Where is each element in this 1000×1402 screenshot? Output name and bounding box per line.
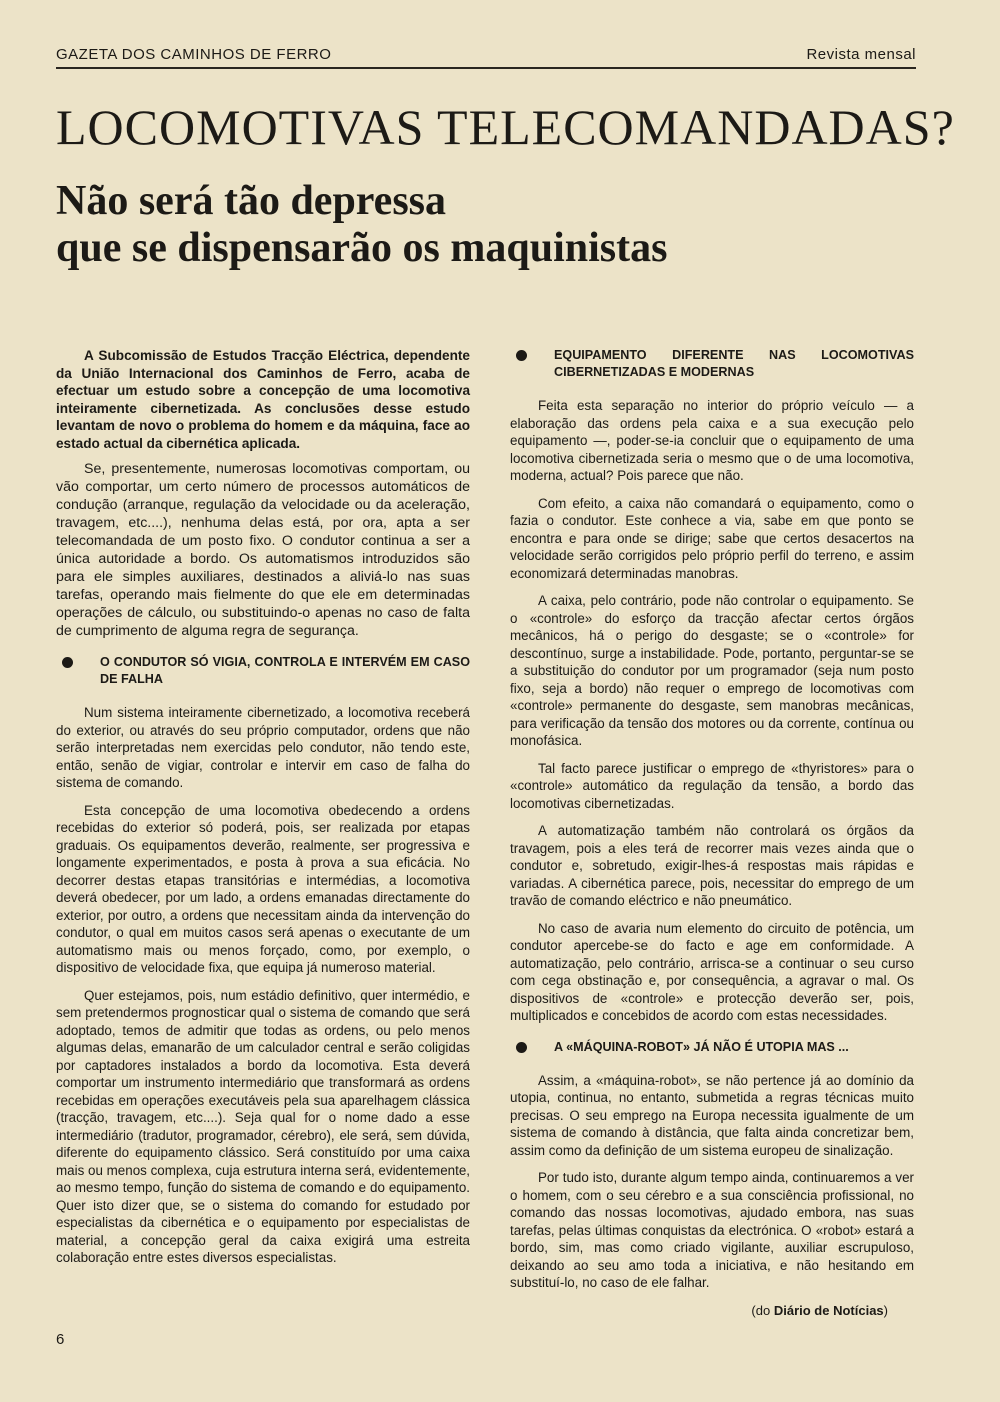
body-paragraph: A caixa, pelo contrário, pode não controlar o equipamento. Se o «controle» do esforço da tracção afectar certos órgãos mecânicos, há o perigo do desgaste; se o «controle» for descontínuo, surge a instabilidade. Pode, portanto, perguntar-se se a substituição do condutor por um programador (seja num posto fixo, seja a bordo) não requer o emprego de locomotivas com «controle» permanente do desgaste, sem manobras mecânicas, para verificação da tensão dos motores ou da corrente, contínua ou monofásica. (510, 593, 914, 748)
article-subtitle (56, 178, 916, 272)
body-paragraph: Tal facto parece justificar o emprego de «thyristores» para o «controle» automático da regulação da tensão, a bordo das locomotivas cibernetizadas. (510, 760, 914, 811)
section-heading-equipamento (510, 347, 914, 381)
credit-suffix: ) (883, 1302, 888, 1318)
lead-paragraph: A Subcomissão de Estudos Tracção Eléctrica, dependente da União Internacional dos Caminhos de Ferro, acaba de efectuar um estudo sobre a concepção de uma locomotiva inteiramente cibernetizada. As conclusões desse estudo levantam de novo o problema do homem e da máquina, face ao estado actual da cibernética aplicada. (56, 348, 470, 451)
section-heading-text: O CONDUTOR SÓ VIGIA, CONTROLA E INTERVÉM EM CASO DE FALHA (100, 655, 470, 686)
body-paragraph: A automatização também não controlará os órgãos da travagem, pois a eles terá de recorrer mais vezes ainda que o condutor e, sobretudo, exigir-lhes-á respostas mais rápidas e variadas. A cibernética parece, pois, necessitar do emprego de um travão de comando eléctrico e não pneumático. (510, 823, 914, 908)
article-title: LOCOMOTIVAS TELECOMANDADAS? (56, 99, 955, 155)
credit-prefix: (do (751, 1302, 771, 1318)
publication-name: GAZETA DOS CAMINHOS DE FERRO (56, 46, 332, 63)
subtitle-line-2: que se dispensarão os maquinistas (56, 225, 668, 271)
source-credit (510, 1302, 914, 1320)
bullet-icon (62, 657, 73, 668)
body-paragraph: Feita esta separação no interior do próprio veículo — a elaboração das ordens pela caixa e a sua execução pelo equipamento —, poder-se-ia concluir que o equipamento de uma locomotiva cibernetizada seria o mesmo que o de uma locomotiva, moderna, actual? Pois parece que não. (510, 398, 914, 483)
page-number: 6 (56, 1331, 65, 1348)
section-heading-maquina-robot (510, 1039, 914, 1056)
body-paragraph: Quer estejamos, pois, num estádio definitivo, quer intermédio, e sem pretendermos prognosticar qual o sistema de comando que será adoptado, temos de admitir que todas as ordens, ou pelo menos algumas delas, emanarão de um calculador central e serão coligidas por captadores instalados a bordo da locomotiva. Esta deverá comportar um instrumento intermediário que transformará as ordens recebidas em operações executáveis pela sua aparelhagem clássica (tracção, travagem, etc....). Seja qual for o nome dado a esse intermediário (tradutor, programador, cérebro), ele será, sem dúvida, diferente do equipamento clássico. Será constituído por uma caixa mais ou menos complexa, cuja estrutura interna será, evidentemente, ao mesmo tempo, função do sistema de comando e do equipamento. Quer isto dizer que, se o sistema do comando for estudado por especialistas da cibernética e o equipamento por especialistas de material, a concepção geral da caixa exigirá uma estreita colaboração entre estes diversos especialistas. (56, 987, 470, 1265)
left-column (56, 347, 470, 1277)
section-label: Revista mensal (806, 46, 916, 63)
body-paragraph: Assim, a «máquina-robot», se não pertence já ao domínio da utopia, continua, no entanto, submetida a regras técnicas muito precisas. O seu emprego na Europa necessita igualmente de um sistema de comando à distância, que falta ainda concretizar bem, assim como da definição de um sistema europeu de sinalização. (510, 1072, 914, 1158)
section-heading-condutor (56, 654, 470, 688)
body-paragraph: Com efeito, a caixa não comandará o equipamento, como o fazia o condutor. Este conhece a via, sabe em que ponto se encontra e para onde se dirige; sabe que certos desacertos na velocidade serão corrigidos pelo próprio perfil do terreno, e assim economizará determinadas manobras. (510, 495, 914, 581)
header-rule (56, 67, 916, 69)
subtitle-line-1: Não será tão depressa (56, 178, 447, 224)
body-paragraph: Num sistema inteiramente cibernetizado, a locomotiva receberá do exterior, ou através do seu próprio computador, ordens que não serão interpretadas nem exercidas pelo condutor, não tendo este, então, senão de vigiar, controlar e intervir em caso de falha do sistema de comando. (56, 705, 470, 790)
body-paragraph: Esta concepção de uma locomotiva obedecendo a ordens recebidas do exterior só poderá, pois, ser realizada por etapas graduais. Os equipamentos deverão, realmente, ser progressiva e longamente experimentados, e posta à prova a sua eficácia. No decorrer destas etapas transitórias e intermédias, a locomotiva deverá obedecer, por um lado, a ordens emanadas directamente do exterior, por outro, a ordens que necessitam ainda da intervenção do condutor, o qual em muitos casos será apenas o executante de um automatismo mais ou menos forçado, como, por exemplo, o dispositivo de velocidade fixa, que equipa já numeroso material. (56, 802, 470, 975)
section-heading-text: EQUIPAMENTO DIFERENTE NAS LOCOMOTIVAS CIBERNETIZADAS E MODERNAS (554, 348, 914, 379)
bullet-icon (516, 350, 527, 361)
body-paragraph: No caso de avaria num elemento do circuito de potência, um condutor apercebe-se do facto e age em conformidade. A automatização, pelo contrário, arrisca-se a continuar o seu curso com cega obstinação e, por consequência, a agravar o mal. Os dispositivos de «controle» e protecção deverão ser, pois, multiplicados e concebidos de acordo com estas necessidades. (510, 920, 914, 1023)
intro-paragraph: Se, presentemente, numerosas locomotivas comportam, ou vão comportar, um certo número de processos automáticos de condução (arranque, regulação da velocidade ou da aceleração, travagem, etc....), nenhuma delas está, por ora, apta a ser telecomandada de um posto fixo. O condutor continua a ser a única autoridade a bordo. Os automatismos introduzidos são para ele simples auxiliares, destinados a aliviá-lo nas suas tarefas, operando mais fielmente do que ele em determinadas operações de cálculo, ou substituindo-o apenas no caso de falta de cumprimento de alguma regra de segurança. (56, 461, 470, 639)
body-paragraph: Por tudo isto, durante algum tempo ainda, continuaremos a ver o homem, com o seu cérebro e a sua consciência profissional, no comando das nossas locomotivas, ajudado embora, nas suas tarefas, pelas últimas conquistas da electrónica. O «robot» estará a bordo, sim, mas como criado vigilante, auxiliar escrupuloso, deixando ao seu amo toda a iniciativa, e não hesitando em substituí-lo, no caso de ele falhar. (510, 1170, 914, 1290)
section-heading-text: A «MÁQUINA-ROBOT» JÁ NÃO É UTOPIA MAS ... (554, 1039, 849, 1054)
running-head (56, 44, 916, 66)
bullet-icon (516, 1042, 527, 1053)
right-column (510, 347, 914, 1319)
credit-source: Diário de Notícias (773, 1302, 884, 1318)
